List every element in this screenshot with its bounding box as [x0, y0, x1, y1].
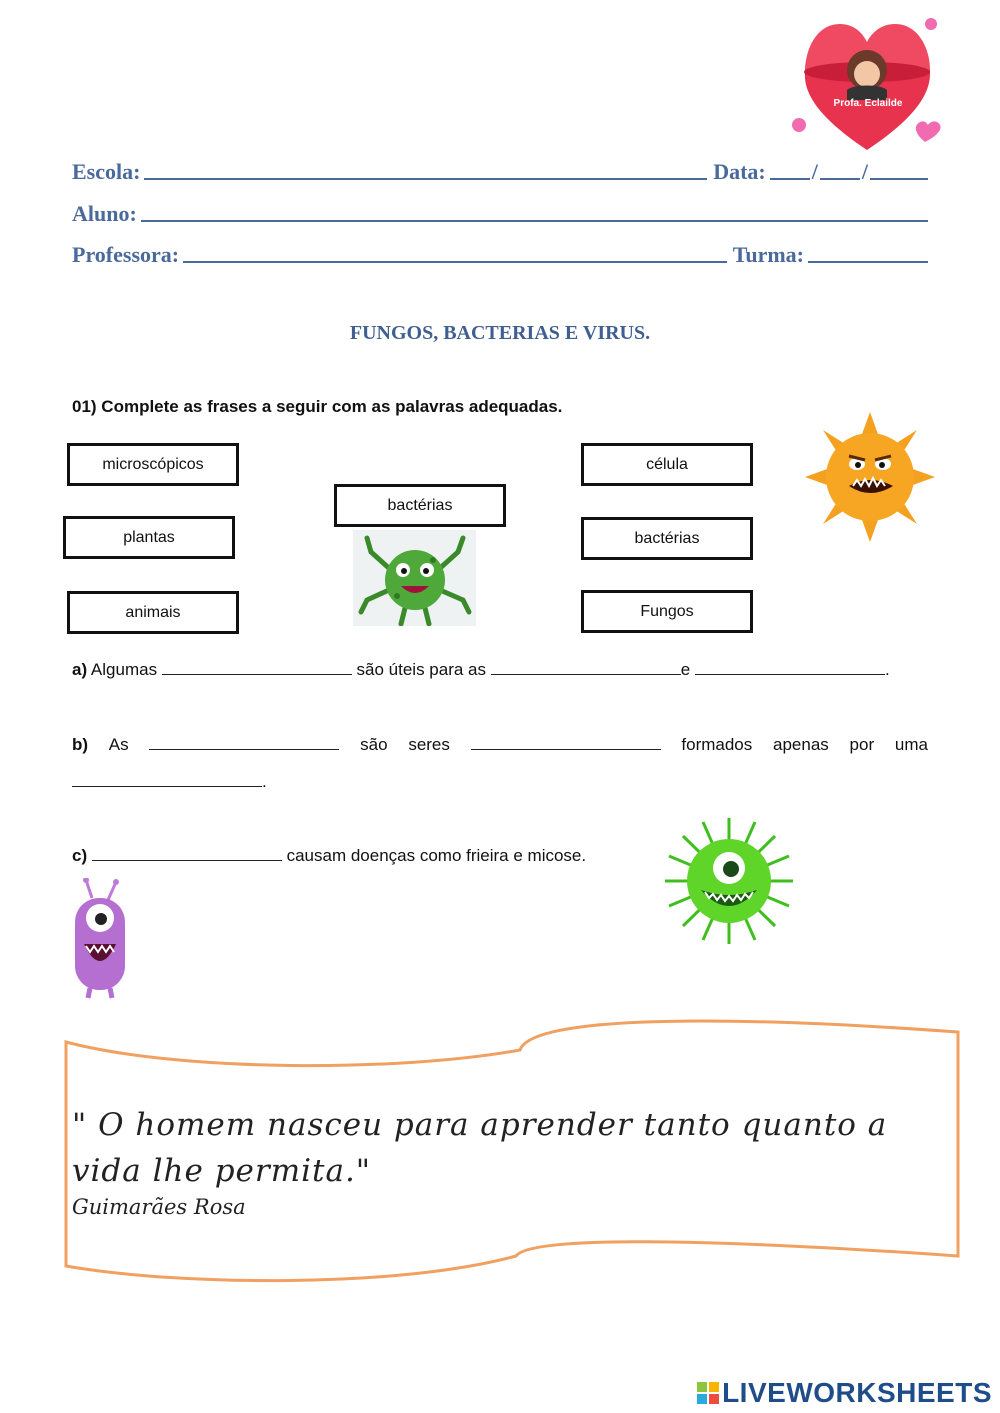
sentence-c-letter: c)	[72, 846, 88, 865]
teacher-input-line[interactable]	[183, 261, 727, 263]
liveworksheets-brand	[697, 1377, 992, 1409]
sentence-a-part2: são úteis para as	[356, 660, 486, 679]
date-label: Data:	[713, 159, 766, 184]
school-date-row	[72, 155, 928, 185]
class-label: Turma:	[732, 242, 804, 267]
badge-name: Profa. Eclailde	[833, 98, 903, 109]
sentence-a-end: .	[884, 660, 890, 679]
word-box-bacterias-2[interactable]: bactérias	[581, 517, 753, 560]
word-box-celula[interactable]: célula	[581, 443, 753, 486]
sentence-a-blank-1[interactable]	[162, 660, 352, 675]
date-year-line[interactable]	[870, 178, 928, 180]
word-box-bacterias-1[interactable]: bactérias	[334, 484, 506, 527]
word-box-microscopicos[interactable]: microscópicos	[67, 443, 239, 486]
green-eye-virus-image	[665, 818, 793, 944]
date-day-line[interactable]	[770, 178, 810, 180]
sentence-b-line2	[72, 772, 928, 792]
quote-author: Guimarães Rosa	[72, 1195, 246, 1219]
sentence-b-word-formados: formados	[681, 735, 753, 754]
sentence-c-text: causam doenças como frieira e micose.	[286, 846, 587, 865]
brand-text: LIVEWORKSHEETS	[722, 1377, 992, 1408]
teacher-class-row	[72, 238, 928, 268]
purple-monster-image	[40, 878, 140, 1000]
sentence-a-blank-3[interactable]	[695, 660, 885, 675]
green-eye-virus-icon	[665, 818, 793, 944]
sentence-b	[72, 735, 928, 755]
sentence-b-letter: b)	[72, 735, 89, 754]
question-instruction: 01) Complete as frases a seguir com as palavras adequadas.	[72, 397, 563, 416]
sentence-b-word-por: por	[849, 735, 875, 754]
word-box-animais[interactable]: animais	[67, 591, 239, 634]
orange-virus-image	[805, 412, 935, 542]
teacher-badge	[785, 12, 950, 157]
sentence-b-blank-2[interactable]	[471, 735, 661, 750]
class-input-line[interactable]	[808, 261, 928, 263]
sentence-b-word-seres: seres	[408, 735, 450, 754]
school-input-line[interactable]	[144, 178, 707, 180]
student-row	[72, 197, 928, 227]
green-bacteria-image	[353, 530, 476, 626]
sentence-b-blank-1[interactable]	[149, 735, 339, 750]
sentence-a-part1: Algumas	[90, 660, 158, 679]
sentence-b-word-sao: são	[360, 735, 388, 754]
sentence-b-word-apenas: apenas	[773, 735, 829, 754]
sentence-b-word-as: As	[108, 735, 129, 754]
sentence-c-blank-1[interactable]	[92, 846, 282, 861]
word-box-plantas[interactable]: plantas	[63, 516, 235, 559]
orange-virus-icon	[805, 412, 935, 542]
worksheet-title: FUNGOS, BACTERIAS E VIRUS.	[349, 322, 651, 344]
sentence-b-end: .	[262, 772, 267, 791]
date-separator-2: /	[861, 159, 868, 184]
word-box-fungos[interactable]: Fungos	[581, 590, 753, 633]
school-label: Escola:	[72, 159, 141, 184]
green-bacteria-icon	[353, 530, 476, 626]
student-label: Aluno:	[72, 201, 137, 226]
liveworksheets-logo-icon	[697, 1382, 719, 1404]
sentence-a-part3: e	[680, 660, 691, 679]
sentence-b-blank-3[interactable]	[72, 772, 262, 787]
teacher-label: Professora:	[72, 242, 180, 267]
heart-badge-icon	[785, 12, 950, 157]
sentence-a-letter: a)	[72, 660, 88, 679]
sentence-a	[72, 660, 928, 680]
quote-text: " O homem nasceu para aprender tanto quanto a vida lhe permita."	[72, 1107, 888, 1189]
purple-monster-icon	[40, 878, 140, 1000]
date-month-line[interactable]	[820, 178, 860, 180]
sentence-b-word-uma: uma	[894, 735, 928, 754]
sentence-a-blank-2[interactable]	[491, 660, 681, 675]
sentence-c	[72, 846, 928, 866]
date-separator-1: /	[811, 159, 818, 184]
student-input-line[interactable]	[141, 220, 928, 222]
